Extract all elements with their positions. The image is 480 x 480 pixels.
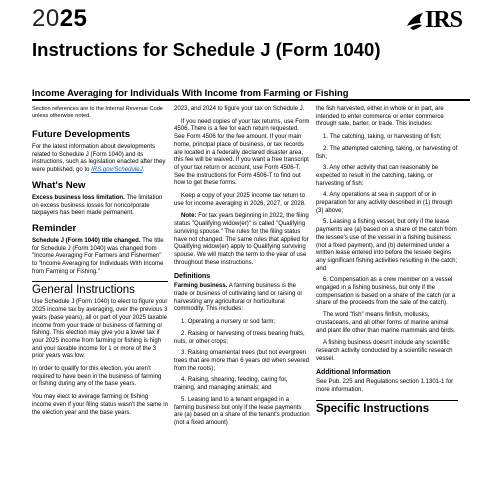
header-rule: [32, 99, 470, 101]
document-title: Instructions for Schedule J (Form 1040): [32, 39, 381, 60]
list-item: 5. Leasing land to a tenant engaged in a farming business but only if the lease payments are (a) based on a share of the tenant's production (not a fixed amount): [174, 396, 310, 426]
year-suffix: 25: [59, 5, 88, 32]
document-subtitle: Income Averaging for Individuals With Income from Farming or Fishing: [32, 87, 349, 98]
list-item: 4. Any operations at sea in support of or in preparation for any activity described in (1) through (3) above;: [316, 192, 453, 214]
whats-new-text: Excess business loss limitation. The limitation on excess business losses for noncorporate taxpayers has been made permanent.: [32, 194, 163, 217]
list-item: 4. Raising, shearing, feeding, caring for, training, and managing animals; and: [174, 377, 288, 392]
list-item: 2. Raising or harvesting of trees bearing fruits, nuts, or other crops;: [174, 330, 305, 345]
column-2: [174, 106, 310, 432]
section-references-note: Section references are to the Internal Revenue Code unless otherwise noted.: [32, 106, 163, 119]
list-item: 3. Any other activity that can reasonably be expected to result in the catching, taking, or harvesting of fish;: [316, 165, 439, 187]
general-paragraph-1: Use Schedule J (Form 1040) to elect to figure your 2025 income tax by averaging, over the previous 3 years (base years), all or part of your 2025 taxable income from your trade or business of farming or fishing. This election may give you a lower tax if your 2025 income from farming or fishing is high and your taxable income for 1 or more of the 3 prior years was low.: [32, 299, 168, 360]
additional-information-heading: Additional Information: [316, 369, 391, 377]
general-paragraph-3: You may elect to average farming or fishing income even if your filing status wasn't the same in the election year and the base years.: [32, 394, 168, 416]
list-item: 2. The attempted catching, taking, or harvesting of fish;: [316, 145, 458, 160]
farming-business-definition: Farming business. A farming business is the trade or business of cultivating land or raising or harvesting any agricultural or horticultural commodity. This includes:: [174, 283, 303, 313]
reminder-text: Schedule J (Form 1040) title changed. The title for Schedule J (Form 1040) was changed from "Income Averaging For Farmers and Fishermen" to "Income Averaging for Individuals With Income from Farming or Fishing.": [32, 237, 164, 275]
research-exclusion: A fishing business doesn't include any scientific research activity conducted by a scientific research vessel.: [316, 340, 453, 362]
list-item: 1. The catching, taking, or harvesting of fish;: [323, 134, 442, 141]
future-developments-heading: Future Developments: [32, 129, 131, 140]
continued-text: 2023, and 2024 to figure your tax on Schedule J.: [174, 106, 305, 112]
general-paragraph-2: In order to qualify for this election, you aren't required to have been in the business of farming or fishing during any of the base years.: [32, 366, 162, 388]
fish-definition: The word "fish" means finfish, mollusks, crustaceans, and all other forms of marine animal and plant life other than marine mammals and birds.: [316, 312, 456, 334]
farming-list: [174, 319, 310, 427]
list-item: 1. Operating a nursery or sod farm;: [181, 319, 276, 326]
agency-wordmark: IRS: [425, 7, 463, 33]
continued-text: the fish harvested, either in whole or in part, are intended to enter commerce or enter commerce through sale, barter, or trade. This includes:: [316, 106, 444, 128]
keep-copy-paragraph: Keep a copy of your 2025 income tax return to use for income averaging in 2026, 2027, or 2028.: [174, 193, 306, 207]
filing-status-note: Note: For tax years beginning in 2022, the filing status "Qualifying widow(er)" is called "Qualifying surviving spouse." The rules for the filing status have not changed. The same rules that applied for Qualifying widow(er) apply to Qualifying surviving spouse. We will match the term to the year of use throughout these instructions.: [174, 213, 309, 266]
general-instructions-heading: General Instructions: [32, 281, 168, 297]
tax-year: [32, 6, 87, 32]
copies-paragraph: If you need copies of your tax returns, use Form 4506. There is a fee for each return requested. See Form 4506 for the fee amount. If your main home, principal place of business, or tax records are located in a federally declared disaster area, this fee will be waived. If you want a free transcript of your tax return or account, use Form 4506-T. See the instructions for Form 4506-T to find out how to get these forms.: [174, 118, 310, 187]
column-3: [316, 106, 458, 416]
future-developments-text: For the latest information about developments related to Schedule J (Form 1040) and its instructions, such as legislation enacted after they were published, go to IRS.gov/ScheduleJ.: [32, 144, 166, 174]
column-1: [32, 106, 168, 422]
fishing-list: [316, 134, 458, 308]
schedule-j-link[interactable]: IRS.gov/ScheduleJ: [91, 167, 143, 174]
definitions-heading: Definitions: [174, 273, 211, 281]
reminder-heading: Reminder: [32, 222, 77, 234]
year-prefix: 20: [32, 5, 60, 32]
specific-instructions-heading: Specific Instructions: [316, 400, 458, 416]
additional-information-text: See Pub. 225 and Regulations section 1.1301-1 for more information.: [316, 379, 454, 394]
list-item: 6. Compensation as a crew member on a vessel engaged in a fishing business, but only if the compensation is based on a share of the catch (or a share of the proceeds from the sale of the catch).: [316, 277, 456, 307]
whats-new-heading: What's New: [32, 179, 86, 191]
list-item: 5. Leasing a fishing vessel, but only if the lease payments are (a) based on a share of the catch from the lessee's use of the vessel in a fishing business (not a fixed payment), and (b) determined under a written lease entered into before the lessee begins any significant fishing activities resulting in the catch; and: [316, 219, 458, 272]
list-item: 3. Raising ornamental trees (but not evergreen trees that are more than 6 years old when severed from the roots);: [174, 350, 310, 372]
